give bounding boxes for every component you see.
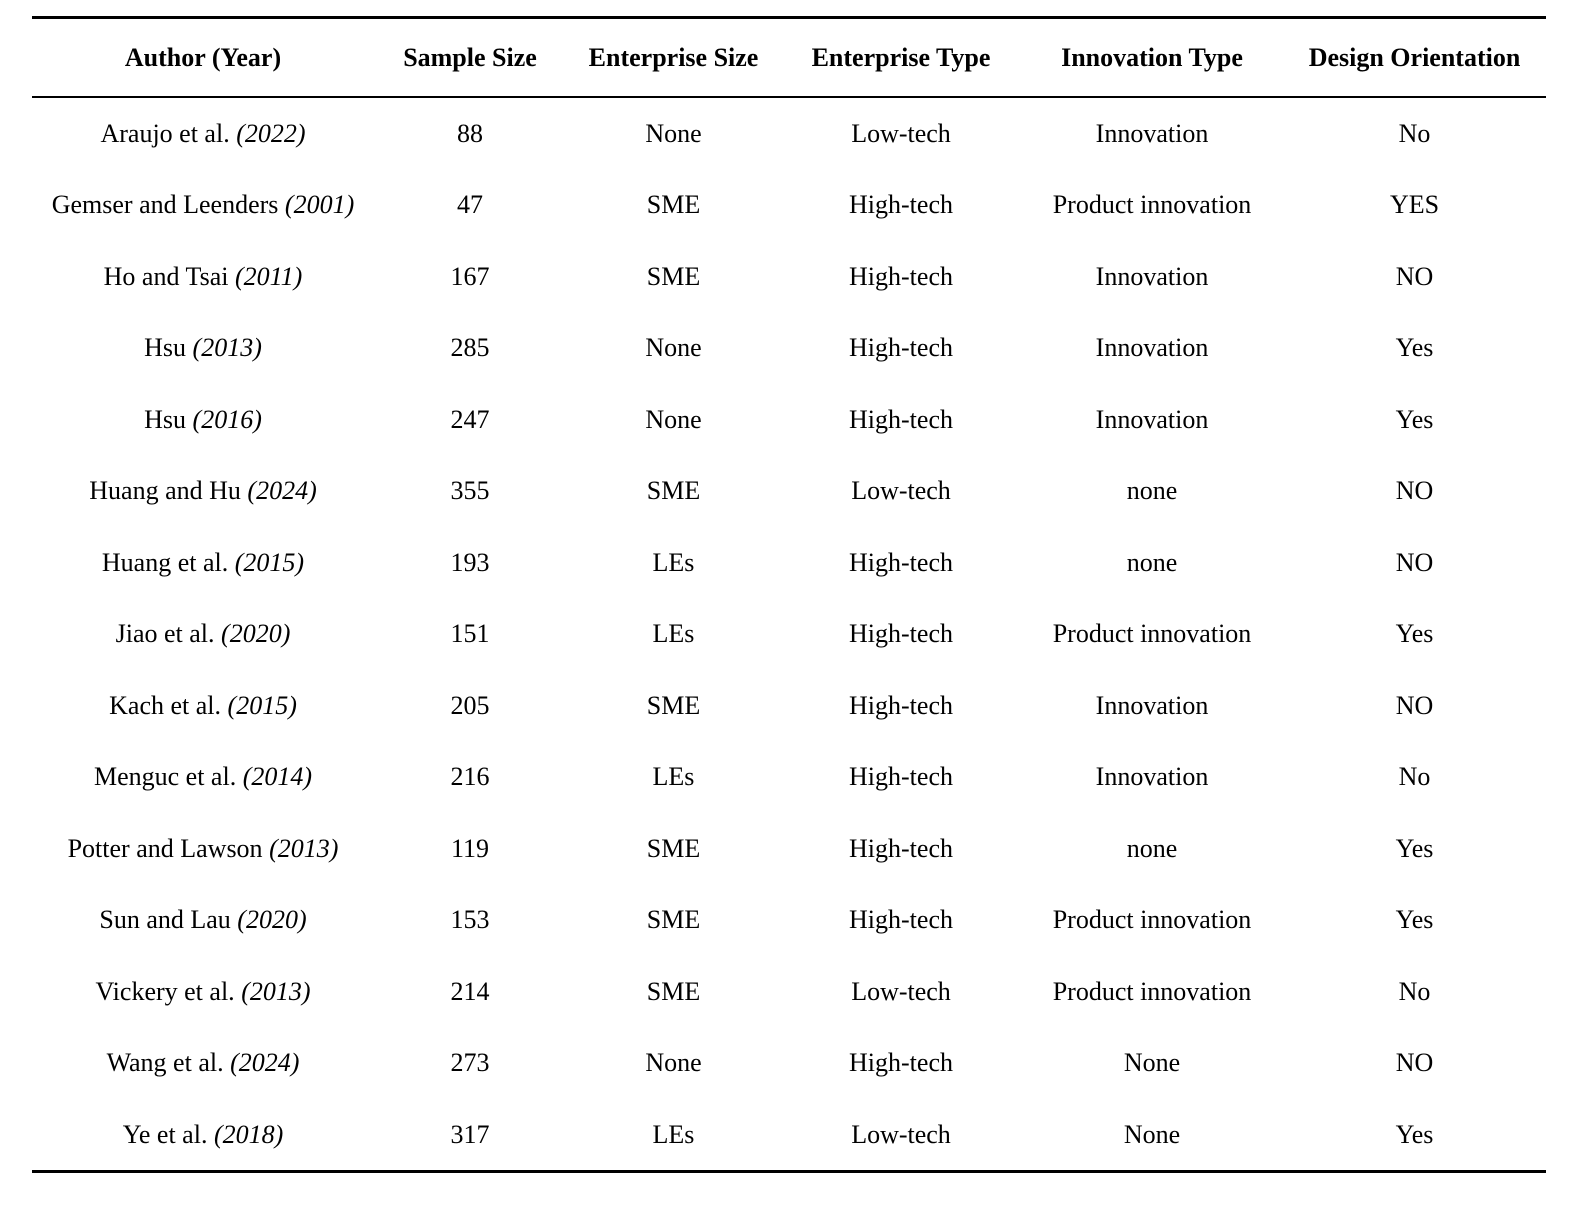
cell-enterprise-type: High-tech — [849, 762, 953, 792]
author-name: Vickery et al. — [95, 976, 235, 1006]
cell-enterprise-size: LEs — [652, 547, 695, 577]
cell-sample-size: 355 — [450, 476, 490, 506]
cell-sample-size: 153 — [450, 905, 490, 935]
author-year: (2018) — [213, 1119, 284, 1149]
author-year: (2013) — [241, 976, 311, 1006]
header-sample-size: Sample Size — [403, 42, 537, 72]
cell-author-year — [32, 527, 374, 599]
cell-innovation-type: Innovation — [1095, 404, 1209, 434]
cell-author-year — [32, 742, 374, 814]
cell-design-orientation: NO — [1395, 1048, 1434, 1078]
cell-sample-size: 151 — [450, 619, 490, 649]
cell-enterprise-size: None — [645, 1048, 702, 1078]
cell-enterprise-size: SME — [646, 690, 701, 720]
cell-sample-size: 273 — [450, 1048, 490, 1078]
author-name: Araujo et al. — [100, 118, 230, 148]
cell-sample-size: 214 — [450, 976, 490, 1006]
table-row — [32, 98, 1546, 170]
cell-enterprise-size: SME — [646, 190, 701, 220]
cell-enterprise-type: High-tech — [849, 261, 953, 291]
table-row — [32, 813, 1546, 885]
table-row — [32, 313, 1546, 385]
cell-innovation-type: Product innovation — [1052, 619, 1252, 649]
cell-innovation-type: Innovation — [1095, 690, 1209, 720]
cell-author-year — [32, 1099, 374, 1171]
cell-enterprise-size: SME — [646, 976, 701, 1006]
cell-author-year — [32, 885, 374, 957]
author-year: (2024) — [247, 476, 317, 506]
author-name: Kach et al. — [109, 690, 222, 720]
author-year: (2015) — [234, 547, 305, 577]
cell-enterprise-type: High-tech — [849, 547, 953, 577]
table-row — [32, 885, 1546, 957]
author-name: Gemser and Leenders — [51, 190, 279, 220]
cell-innovation-type: Innovation — [1095, 261, 1209, 291]
cell-enterprise-size: None — [645, 404, 702, 434]
cell-enterprise-size: None — [645, 333, 702, 363]
cell-innovation-type: Innovation — [1095, 118, 1209, 148]
author-name: Potter and Lawson — [67, 833, 263, 863]
table-row — [32, 170, 1546, 242]
cell-design-orientation: NO — [1395, 261, 1434, 291]
cell-enterprise-type: Low-tech — [851, 476, 951, 506]
author-name: Wang et al. — [106, 1048, 224, 1078]
cell-innovation-type: none — [1126, 476, 1178, 506]
cell-enterprise-size: SME — [646, 833, 701, 863]
cell-author-year — [32, 456, 374, 528]
author-year: (2022) — [236, 118, 306, 148]
table-row — [32, 384, 1546, 456]
cell-enterprise-type: High-tech — [849, 690, 953, 720]
cell-innovation-type: Product innovation — [1052, 976, 1252, 1006]
header-innovation-type: Innovation Type — [1061, 42, 1243, 72]
author-name: Hsu — [144, 333, 187, 363]
cell-enterprise-type: High-tech — [849, 404, 953, 434]
cell-enterprise-type: High-tech — [849, 190, 953, 220]
cell-enterprise-size: SME — [646, 261, 701, 291]
cell-author-year — [32, 813, 374, 885]
cell-design-orientation: Yes — [1395, 1119, 1434, 1149]
cell-enterprise-size: LEs — [652, 1119, 695, 1149]
header-row — [32, 19, 1546, 96]
cell-enterprise-size: LEs — [652, 619, 695, 649]
cell-enterprise-type: Low-tech — [851, 976, 951, 1006]
author-year: (2020) — [221, 619, 291, 649]
table-row — [32, 241, 1546, 313]
cell-sample-size: 47 — [457, 190, 483, 220]
author-year: (2016) — [192, 404, 262, 434]
author-name: Menguc et al. — [93, 762, 237, 792]
cell-innovation-type: Product innovation — [1052, 190, 1252, 220]
header-enterprise-type: Enterprise Type — [811, 42, 991, 72]
author-name: Jiao et al. — [115, 619, 215, 649]
cell-author-year — [32, 241, 374, 313]
header-enterprise-size: Enterprise Size — [588, 42, 759, 72]
header-design-orientation: Design Orientation — [1308, 42, 1521, 72]
cell-design-orientation: YES — [1389, 190, 1440, 220]
cell-innovation-type: Innovation — [1095, 333, 1209, 363]
cell-enterprise-size: SME — [646, 476, 701, 506]
header-author-year: Author (Year) — [124, 42, 282, 72]
cell-enterprise-type: High-tech — [849, 1048, 953, 1078]
cell-author-year — [32, 956, 374, 1028]
cell-enterprise-type: Low-tech — [851, 118, 951, 148]
cell-author-year — [32, 313, 374, 385]
table-row — [32, 742, 1546, 814]
cell-sample-size: 167 — [450, 261, 490, 291]
table-row — [32, 527, 1546, 599]
author-year: (2024) — [230, 1048, 300, 1078]
cell-sample-size: 119 — [450, 833, 490, 863]
cell-sample-size: 216 — [450, 762, 490, 792]
author-name: Sun and Lau — [99, 905, 231, 935]
cell-sample-size: 247 — [450, 404, 490, 434]
cell-author-year — [32, 170, 374, 242]
cell-innovation-type: Product innovation — [1052, 905, 1252, 935]
cell-design-orientation: No — [1398, 118, 1431, 148]
cell-author-year — [32, 599, 374, 671]
cell-enterprise-size: LEs — [652, 762, 695, 792]
author-year: (2013) — [192, 333, 262, 363]
cell-design-orientation: NO — [1395, 690, 1434, 720]
cell-design-orientation: Yes — [1395, 619, 1434, 649]
author-year: (2014) — [242, 762, 313, 792]
cell-author-year — [32, 1028, 374, 1100]
cell-design-orientation: Yes — [1395, 404, 1434, 434]
cell-sample-size: 193 — [450, 547, 490, 577]
table-row — [32, 956, 1546, 1028]
table-row — [32, 1028, 1546, 1100]
cell-enterprise-size: SME — [646, 905, 701, 935]
author-year: (2013) — [269, 833, 339, 863]
cell-innovation-type: none — [1126, 833, 1178, 863]
author-name: Huang and Hu — [89, 476, 241, 506]
author-year: (2001) — [284, 190, 355, 220]
cell-enterprise-type: High-tech — [849, 833, 953, 863]
cell-innovation-type: None — [1123, 1048, 1181, 1078]
cell-sample-size: 205 — [450, 690, 490, 720]
bottom-rule — [32, 1170, 1546, 1173]
cell-sample-size: 317 — [450, 1119, 490, 1149]
cell-enterprise-type: High-tech — [849, 905, 953, 935]
table-body — [32, 98, 1546, 1171]
cell-author-year — [32, 670, 374, 742]
cell-design-orientation: NO — [1395, 476, 1434, 506]
table-row — [32, 670, 1546, 742]
author-year: (2015) — [227, 690, 297, 720]
table-row — [32, 456, 1546, 528]
table-row — [32, 599, 1546, 671]
author-name: Huang et al. — [101, 547, 229, 577]
cell-design-orientation: Yes — [1395, 905, 1434, 935]
author-name: Hsu — [144, 404, 187, 434]
cell-design-orientation: Yes — [1395, 333, 1434, 363]
cell-design-orientation: No — [1398, 762, 1431, 792]
cell-sample-size: 88 — [457, 118, 483, 148]
author-name: Ho and Tsai — [103, 261, 229, 291]
cell-enterprise-type: Low-tech — [851, 1119, 951, 1149]
cell-author-year — [32, 98, 374, 170]
cell-enterprise-size: None — [645, 118, 702, 148]
cell-innovation-type: Innovation — [1095, 762, 1209, 792]
cell-design-orientation: No — [1398, 976, 1431, 1006]
cell-design-orientation: NO — [1395, 547, 1434, 577]
cell-enterprise-type: High-tech — [849, 619, 953, 649]
author-year: (2011) — [234, 261, 303, 291]
cell-author-year — [32, 384, 374, 456]
cell-enterprise-type: High-tech — [849, 333, 953, 363]
cell-innovation-type: none — [1126, 547, 1178, 577]
table-row — [32, 1099, 1546, 1171]
table-header — [32, 19, 1546, 96]
author-year: (2020) — [237, 905, 307, 935]
cell-design-orientation: Yes — [1395, 833, 1434, 863]
cell-innovation-type: None — [1123, 1119, 1181, 1149]
cell-sample-size: 285 — [450, 333, 490, 363]
author-name: Ye et al. — [122, 1119, 208, 1149]
